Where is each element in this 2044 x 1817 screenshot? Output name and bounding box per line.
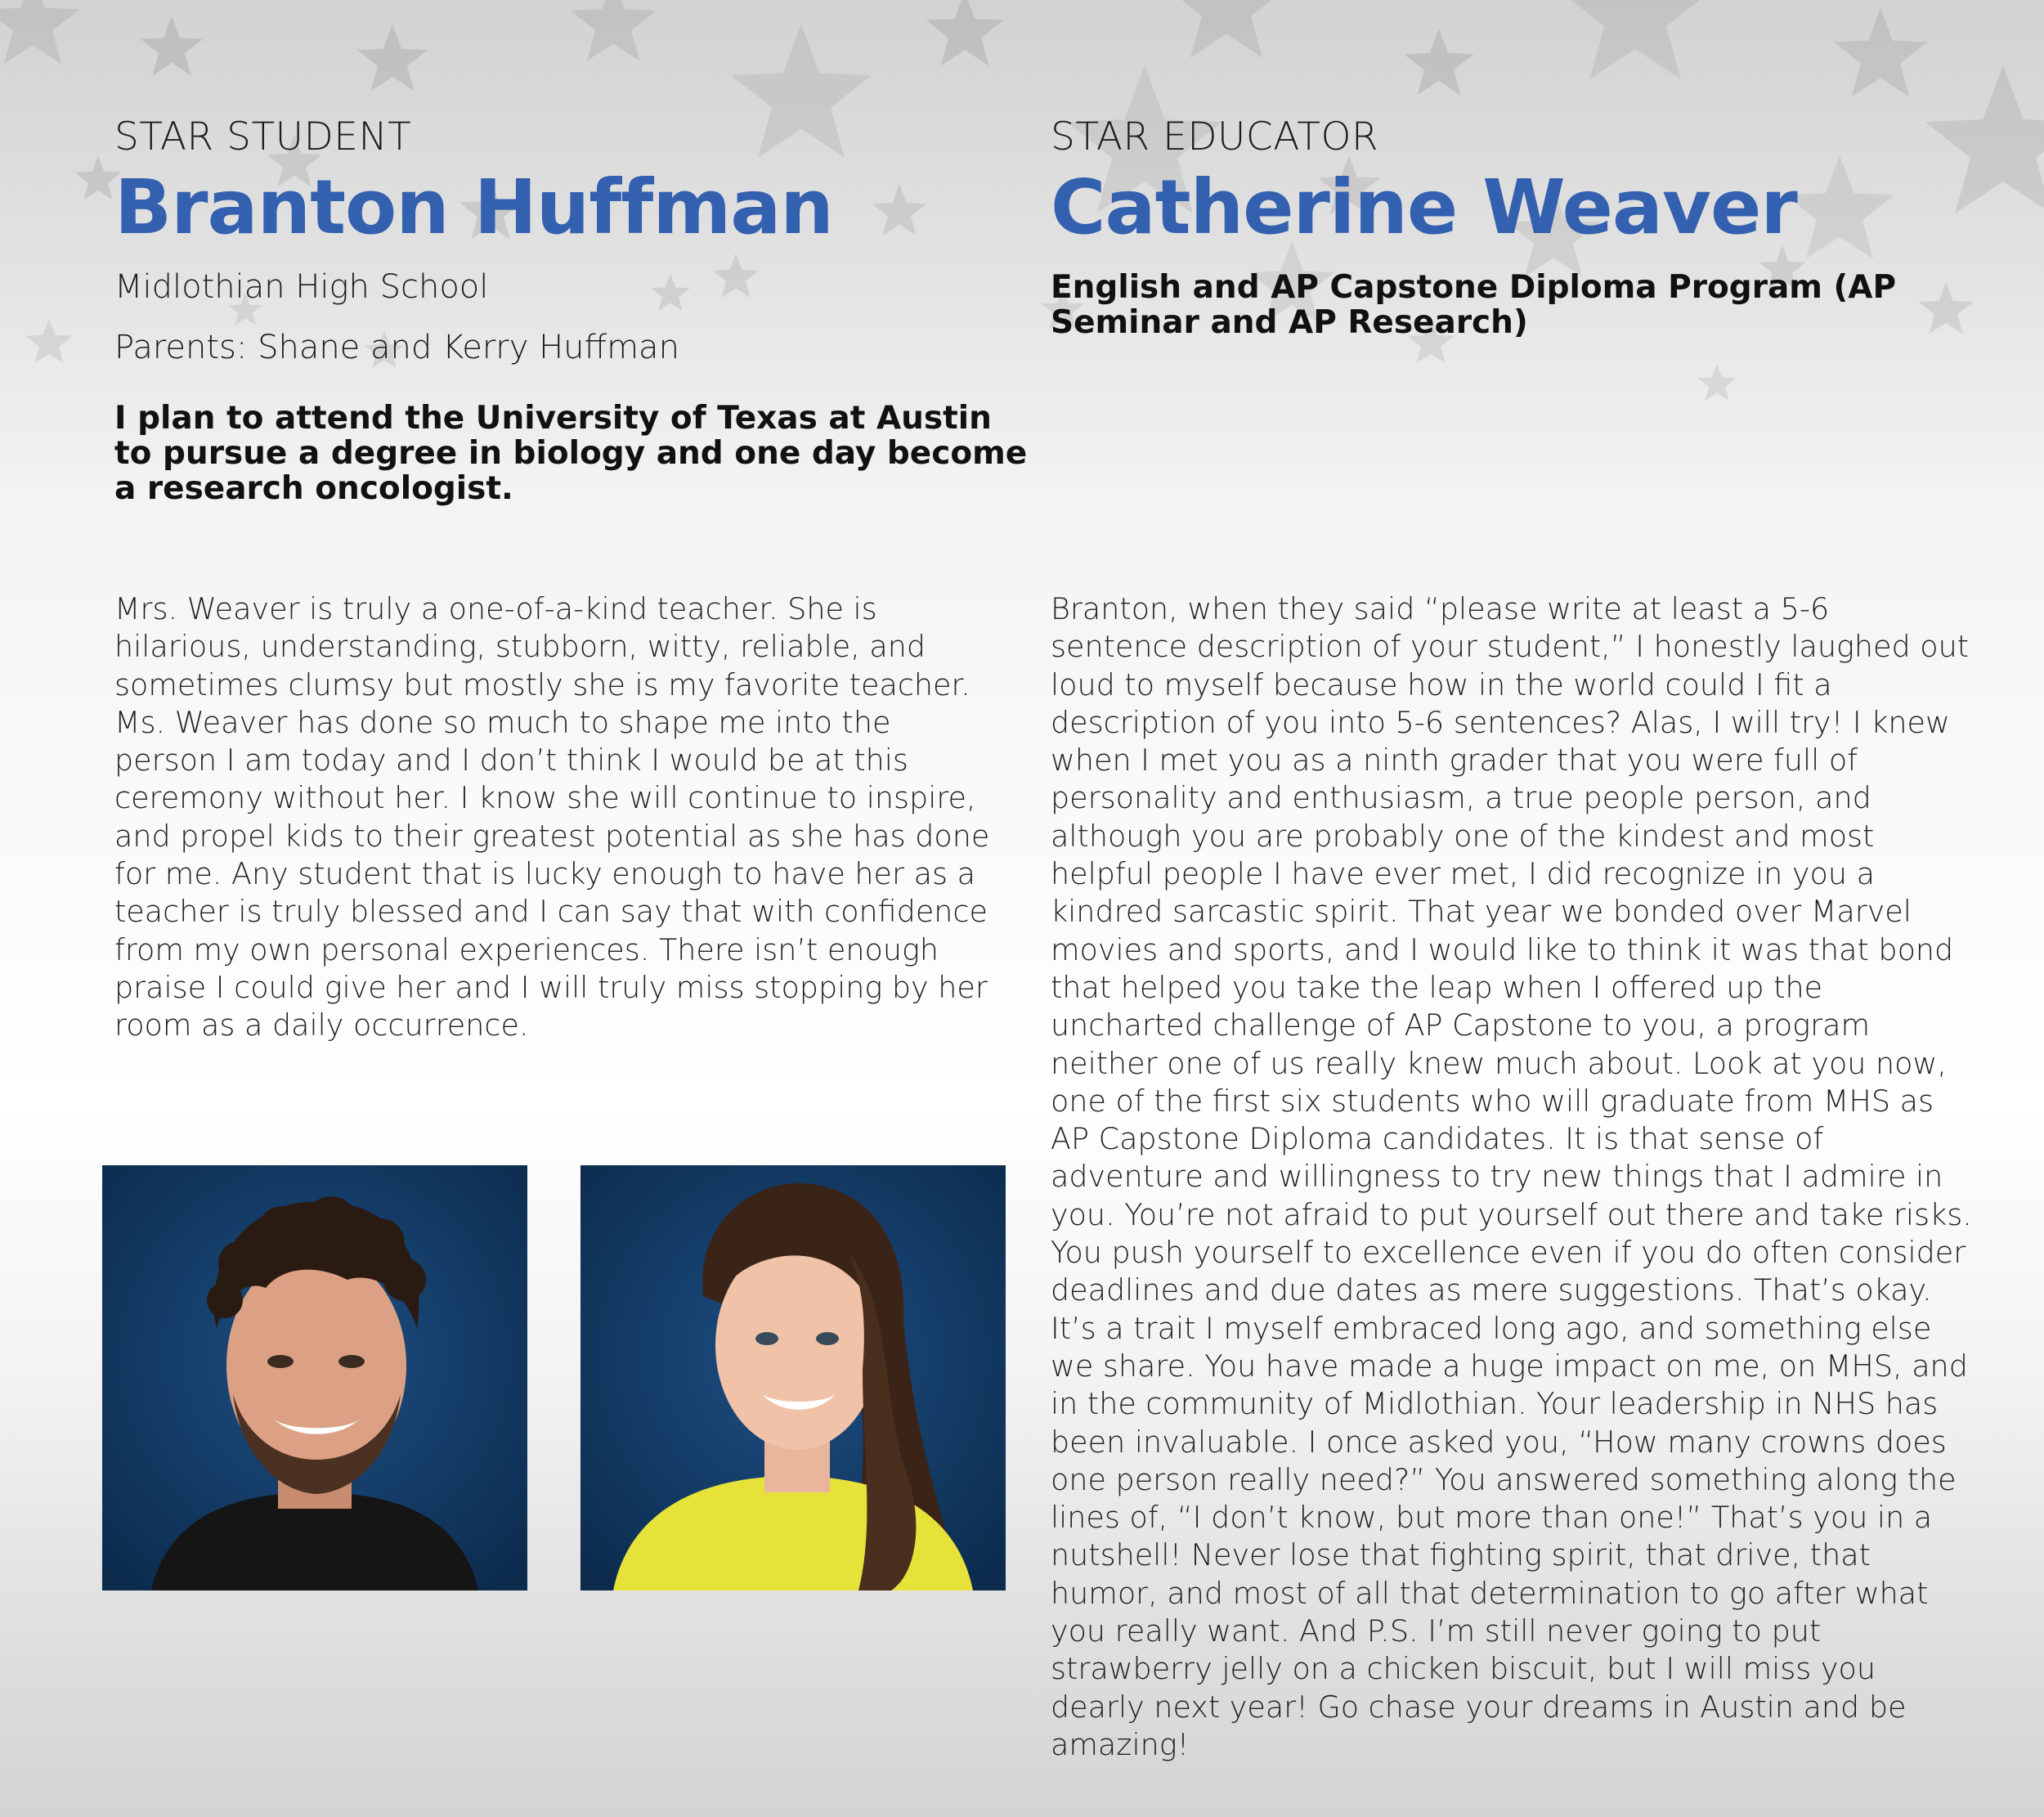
student-portrait-photo	[102, 1165, 527, 1590]
star-shape	[1834, 8, 1927, 97]
star-educator-label: STAR EDUCATOR	[1051, 114, 1379, 159]
star-shape	[1925, 65, 2044, 213]
star-shape	[872, 184, 927, 236]
star-shape	[1697, 364, 1737, 401]
educator-name: Catherine Weaver	[1051, 164, 1797, 251]
student-school: Midlothian High School	[114, 268, 489, 306]
star-shape	[141, 16, 203, 75]
star-shape	[26, 319, 73, 363]
star-shape	[1785, 155, 1894, 259]
educator-portrait-photo	[580, 1165, 1006, 1590]
star-shape	[1562, 0, 1710, 79]
student-name: Branton Huffman	[114, 164, 833, 251]
star-shape	[926, 0, 1003, 66]
student-plan-statement: I plan to attend the University of Texas at Austin to pursue a degree in biology and one day become a research oncologist.	[114, 400, 1028, 507]
educator-tribute-text: Branton, when they said “please write at least a 5-6 sentence description of your student,” I honestly laughed out loud to myself because how in the world could I fit a description of you into 5-6 sentences? Alas, I will try! I knew when I met you as a ninth grader that you were full of personality and enthusiasm, a true people person, and although you are probably one of the kindest and most helpful people I have ever met, I did recognize in you a kindred sarcastic spirit. That year we bonded over Marvel movies and sports, and I would like to think it was that bond that helped you take the leap when I offered up the uncharted challenge of AP Capstone to you, a program neither one of us really knew much about. Look at you now, one of the first six students who will graduate from MHS as AP Capstone Diploma candidates. It is that sense of adventure and willingness to try new things that I admire in you. You’re not afraid to put yourself out there and take risks. You push yourself to excellence even if you do often consider deadlines and due dates as mere suggestions. That’s okay. It’s a trait I myself embraced long ago, and something else we share. You have made a huge impact on me, on MHS, and in the community of Midlothian. Your leadership in NHS has been invaluable. I once asked you, “How many crowns does one person really need?” You answered something along the lines of, “I don’t know, but more than one!” That’s you in a nutshell! Never lose that fighting spirit, that drive, that humor, and most of all that determination to go after what you really want. And P.S. I’m still never going to put strawberry jelly on a chicken biscuit, but I will miss you dearly next year! Go chase your dreams in Austin and be amazing!	[1051, 591, 1972, 1762]
student-tribute-text: Mrs. Weaver is truly a one-of-a-kind teacher. She is hilarious, understanding, stubborn, witty, reliable, and sometimes clumsy but mostly she is my favorite teacher. Ms. Weaver has done so much to shape me into the person I am today and I don’t think I would be at this ceremony without her. I know she will continue to inspire, and propel kids to their greatest potential as she has done for me. Any student that is lucky enough to have her as a teacher is truly blessed and I can say that with confidence from my own personal experiences. There isn’t enough praise I could give her and I will truly miss stopping by her room as a daily occurrence.	[114, 591, 990, 1043]
star-shape	[651, 274, 690, 311]
star-shape	[0, 0, 79, 65]
star-shape	[713, 253, 760, 298]
star-shape	[571, 0, 657, 61]
star-shape	[1168, 0, 1285, 58]
star-shape	[357, 25, 428, 91]
star-shape	[1404, 29, 1474, 95]
educator-subject: English and AP Capstone Diploma Program (AP Seminar and AP Research)	[1051, 269, 1897, 341]
star-student-label: STAR STUDENT	[114, 114, 412, 159]
star-shape	[731, 25, 871, 158]
student-parents: Parents: Shane and Kerry Huffman	[114, 329, 679, 366]
